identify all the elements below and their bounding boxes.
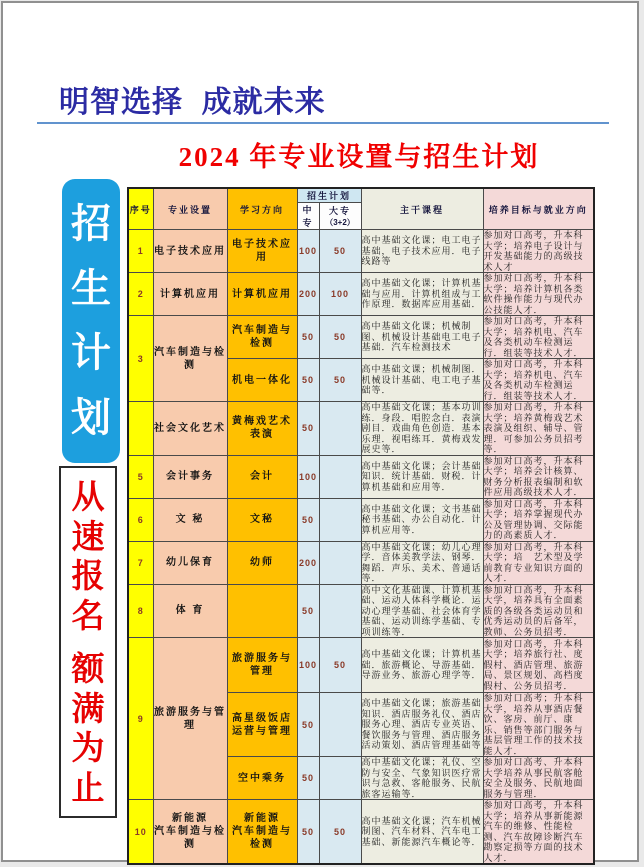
enrollment-plan-badge	[62, 179, 120, 463]
cell-zhongzhuan: 200	[297, 541, 319, 584]
cell-major: 电子技术应用	[153, 230, 227, 273]
cell-training: 参加对口高考、升本科大学培养从事民航客舱安全及服务、民航地面服务与管理．	[483, 757, 594, 800]
cell-courses: 高中基础文化课；电工电子基础，电子技术应用．电子线路等	[361, 230, 483, 273]
vertical-char: 招	[71, 201, 111, 246]
cell-zhongzhuan: 100	[297, 230, 319, 273]
cell-major: 计算机应用	[153, 273, 227, 316]
cell-courses: 高中基础文化课；汽车机械制图、汽车材料、汽车电工基础、新能源汽车概论等．	[361, 800, 483, 865]
header-direction: 学习方向	[227, 188, 297, 230]
vertical-char: 划	[71, 396, 111, 441]
cell-training: 参加对口高考，升本科大学；培养机电、汽车及各类机动车检测运行．组装等技术人才．	[483, 359, 594, 402]
header-dazhuan-sub: （3+2）	[325, 218, 355, 227]
cell-training: 参加对口高考，升本科大学，培养具有全面素质的各级各类运动员和优秀运动员的后备军，教师、公务员招考．	[483, 584, 594, 638]
cell-seq: 8	[128, 584, 153, 638]
cell-courses: 高中文化基础课、计算机基础、运动人体科学概论．运动心理学基础、社会体育学基础、运动训练学基础、专项训练等．	[361, 584, 482, 637]
vertical-char: 止	[71, 768, 105, 806]
vertical-char: 名	[71, 596, 105, 634]
table-row	[128, 541, 594, 584]
vertical-char: 额	[71, 650, 105, 688]
cell-dazhuan	[319, 693, 361, 757]
cell-dazhuan: 50	[319, 316, 361, 359]
table-row	[128, 230, 594, 273]
cell-courses: 高中基础文化课；幼儿心理学．音体美教学法、钢琴．舞蹈．声乐、美术、普通话等．	[361, 541, 482, 583]
cell-major: 汽车制造与检测	[153, 316, 227, 402]
cell-courses: 高中基础文化课；文书基础 秘书基础、办公自动化．计算机应用等．	[361, 498, 483, 541]
vertical-char: 计	[71, 331, 111, 376]
cell-direction: 新能源 汽车制造与检测	[227, 800, 297, 865]
cell-courses: 高中基础文化课；机械制图、机械设计基础电工电子基础．汽车检测技术	[361, 316, 483, 359]
cell-training: 参加对口高考，升本科大学；培养掌握现代办公及管理协调、交际能力的高素质人才．	[483, 498, 594, 541]
cell-direction: 空中乘务	[227, 757, 297, 800]
cell-training: 参加对口高考，升本科大学；培养从事新能源汽车的维修、性能检测、汽车故障诊断汽车勘察定损等方面的技术人才．	[483, 800, 594, 865]
table-row	[128, 455, 594, 498]
cell-major: 新能源 汽车制造与检测	[153, 800, 227, 865]
cell-training: 参加对口高考；升本科大学，培养从事酒店餐饮、客房、前厅、康乐、销售等部门服务与基层管理工作的技术技能人才．	[483, 693, 594, 757]
cell-seq: 5	[128, 455, 153, 498]
cell-major: 幼儿保育	[153, 541, 227, 584]
cell-dazhuan	[319, 757, 361, 800]
cell-seq: 7	[128, 541, 153, 584]
cell-seq: 3	[128, 316, 153, 402]
cell-major: 体 育	[153, 584, 227, 638]
cell-training: 参加对口高考，升本科大学；培养机电、汽车及各类机动车检测运行．组装等技术人才．	[483, 316, 594, 359]
vertical-char: 从	[71, 478, 105, 516]
cell-zhongzhuan: 50	[297, 693, 319, 757]
header-training: 培养目标与就业方向	[483, 188, 594, 230]
cell-zhongzhuan: 100	[297, 638, 319, 693]
cell-zhongzhuan: 100	[297, 455, 319, 498]
cell-zhongzhuan: 50	[297, 498, 319, 541]
cell-direction: 黄梅戏艺术表演	[227, 402, 297, 456]
cell-dazhuan: 50	[319, 638, 361, 693]
cell-courses: 高中基础文化课；会计基础知识．统计基础．财税．计算机基础和应用等．	[361, 455, 483, 498]
cell-training: 参加对口高考，升本科大学；培养旅行社、度假村、酒店管理、旅游局、景区规划、高档度假村、公务员招考．	[483, 638, 594, 693]
cell-major: 会计事务	[153, 455, 227, 498]
cell-training: 参加对口高考，升本科大学；培 艺术型及学前教育专业知识方面的人才．	[483, 541, 594, 584]
flyer-page	[1, 1, 639, 862]
page-slogan: 明智选择 成就未来	[59, 86, 326, 119]
register-notice-box	[59, 466, 117, 818]
cell-courses: 高中基础文化课；基本功训练．身段．唱腔念白．表演剧目．戏曲角色创造．基本乐理．视唱练耳．黄梅戏发展史等．	[361, 402, 482, 454]
vertical-char: 为	[71, 729, 105, 767]
cell-dazhuan	[319, 402, 361, 456]
cell-direction: 高星级饭店 运营与管理	[227, 693, 297, 757]
cell-dazhuan	[319, 541, 361, 584]
table-row	[128, 402, 594, 456]
cell-dazhuan	[319, 584, 361, 638]
cell-dazhuan	[319, 498, 361, 541]
cell-training: 参加对口高考，升本科大学；培养黄梅戏艺术表演及组织、辅导、管理．可参加公务员招考等．	[483, 402, 594, 456]
header-zhongzhuan: 中专	[297, 203, 319, 230]
cell-direction: 旅游服务与管理	[227, 638, 297, 693]
cell-direction: 汽车制造与检测	[227, 316, 297, 359]
cell-direction: 电子技术应用	[227, 230, 297, 273]
cell-seq: 9	[128, 638, 153, 800]
cell-major: 社会文化艺术	[153, 402, 227, 456]
header-dazhuan: 大专 （3+2）	[319, 203, 361, 230]
cell-dazhuan	[319, 455, 361, 498]
cell-courses: 高中基础文化课；计算机基础．旅游概论、导游基础．导游业务、旅游心理学等．	[361, 638, 483, 693]
cell-major: 文 秘	[153, 498, 227, 541]
cell-seq: 10	[128, 800, 153, 865]
cell-zhongzhuan: 200	[297, 273, 319, 316]
table-row	[128, 273, 594, 316]
cell-dazhuan: 50	[319, 359, 361, 402]
cell-major: 旅游服务与管理	[153, 638, 227, 800]
cell-seq: 1	[128, 230, 153, 273]
cell-direction: 机电一体化	[227, 359, 297, 402]
header-plan: 招生计划	[297, 188, 361, 203]
cell-training: 参加对口高考，升本科大学；培养会计核算、财务分析报表编制和软件应用高级技术人才．	[483, 455, 594, 498]
table-row	[128, 316, 594, 359]
header-seq: 序号	[128, 188, 153, 230]
cell-direction: 文秘	[227, 498, 297, 541]
cell-direction	[227, 584, 297, 638]
vertical-char: 满	[71, 689, 105, 727]
cell-zhongzhuan: 50	[297, 800, 319, 865]
cell-courses: 高中基础文课；机械制图．机械设计基础、电工电子基础等．	[361, 359, 483, 402]
cell-zhongzhuan: 50	[297, 402, 319, 456]
cell-zhongzhuan: 50	[297, 757, 319, 800]
cell-zhongzhuan: 50	[297, 584, 319, 638]
cell-courses: 高中基础文化课；计算机基础与应用．计算机组成与工作原理．数据库应用基础．	[361, 273, 483, 316]
cell-direction: 计算机应用	[227, 273, 297, 316]
cell-courses: 高中基础文化课；礼仪、空防与安全、气象知识医疗常识与急救、客舱服务、民航旅客运输等．	[361, 757, 482, 799]
vertical-char: 速	[71, 517, 105, 555]
cell-dazhuan: 100	[319, 273, 361, 316]
cell-seq: 2	[128, 273, 153, 316]
table-row	[128, 800, 594, 865]
table-row	[128, 584, 594, 638]
cell-dazhuan: 50	[319, 230, 361, 273]
page-title: 2024 年专业设置与招生计划	[178, 142, 540, 172]
enrollment-table	[127, 187, 595, 865]
header-divider	[37, 122, 609, 124]
cell-seq	[128, 402, 153, 456]
table-row	[128, 638, 594, 693]
table-row	[128, 498, 594, 541]
cell-seq: 6	[128, 498, 153, 541]
header-major: 专业设置	[153, 188, 227, 230]
header-courses: 主干课程	[361, 188, 483, 230]
vertical-char: 报	[71, 557, 105, 595]
cell-direction: 幼师	[227, 541, 297, 584]
cell-direction: 会计	[227, 455, 297, 498]
cell-zhongzhuan: 50	[297, 359, 319, 402]
vertical-char: 生	[71, 266, 111, 311]
cell-training: 参加对口高考，升本科大学；培养计算机各类软件操作能力与现代办公技能人才．	[483, 273, 594, 316]
cell-courses: 高中基础文化课；旅游基础知识．酒店服务礼仪、酒店服务心理、酒店专业英语、餐饮服务与管理、酒店服务活动策划、酒店管理基础等	[361, 693, 483, 757]
cell-zhongzhuan: 50	[297, 316, 319, 359]
cell-dazhuan: 50	[319, 800, 361, 865]
cell-training: 参加对口高考，升本科大学；培养电子设计与开发基础能力的高级技术人才	[483, 230, 594, 273]
